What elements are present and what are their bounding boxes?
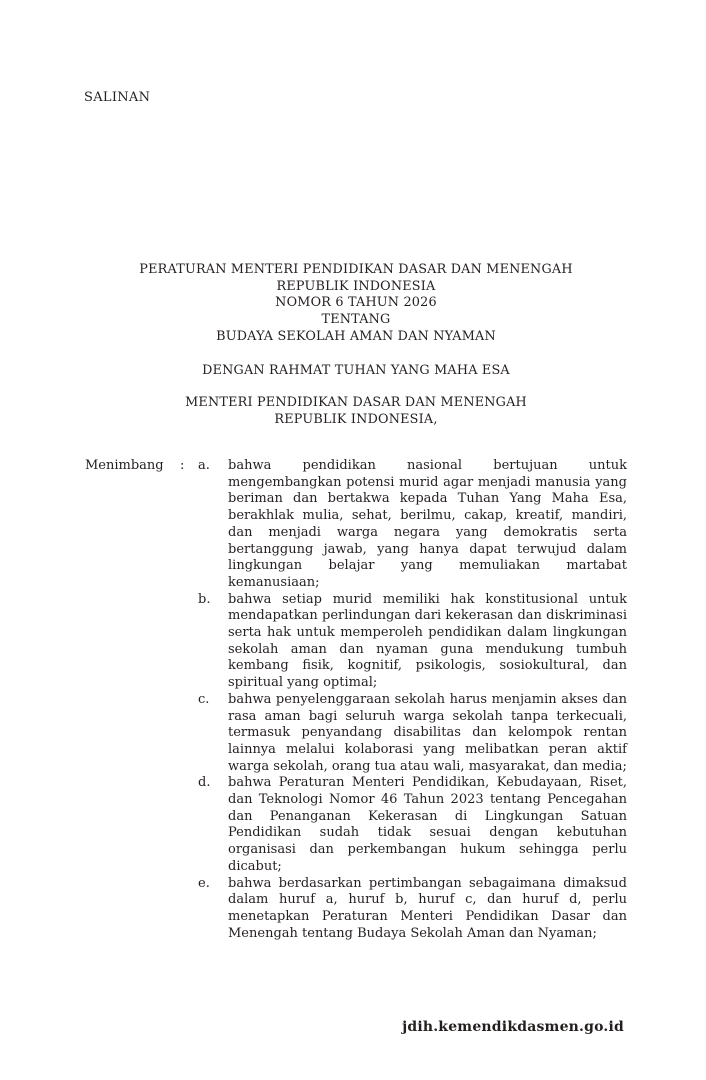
consideration-text: bahwa penyelenggaraan sekolah harus menjamin akses dan rasa aman bagi seluruh warga sekolah tanpa terkecuali, termasuk penyandang disabilitas dan kelompok rentan lainnya melalui kolaborasi yang melibatkan peran aktif warga sekolah, orang tua atau wali, masyarakat, dan media; bbox=[228, 691, 627, 774]
consideration-letter: a. bbox=[198, 458, 210, 473]
regulation-title-line-1: PERATURAN MENTERI PENDIDIKAN DASAR DAN MENENGAH bbox=[139, 262, 573, 277]
considerations-label: Menimbang bbox=[85, 458, 164, 473]
consideration-item-c bbox=[198, 692, 627, 776]
consideration-text: bahwa berdasarkan pertimbangan sebagaimana dimaksud dalam huruf a, huruf b, huruf c, dan huruf d, perlu menetapkan Peraturan Menteri Pendidikan Dasar dan Menengah tentang Budaya Sekolah Aman dan Nyaman; bbox=[228, 875, 627, 941]
consideration-item-e bbox=[198, 876, 627, 943]
consideration-item-d bbox=[198, 775, 627, 875]
considerations-list bbox=[198, 458, 627, 942]
consideration-item-a bbox=[198, 458, 627, 592]
authority-line-2: REPUBLIK INDONESIA, bbox=[274, 411, 438, 427]
consideration-text: bahwa setiap murid memiliki hak konstitusional untuk mendapatkan perlindungan dari kekerasan dan diskriminasi serta hak untuk memperoleh pendidikan dalam lingkungan sekolah aman dan nyaman guna mendukung tumbuh kembang fisik, kognitif, psikologis, sosiokultural, dan spiritual yang optimal; bbox=[228, 591, 627, 691]
document-heading bbox=[85, 262, 627, 429]
invocation-line: DENGAN RAHMAT TUHAN YANG MAHA ESA bbox=[202, 362, 510, 378]
regulation-subject-line: BUDAYA SEKOLAH AMAN DAN NYAMAN bbox=[216, 328, 496, 344]
regulation-about-label: TENTANG bbox=[321, 312, 391, 328]
authority-line-1: MENTERI PENDIDIKAN DASAR DAN MENENGAH bbox=[185, 395, 527, 411]
regulation-number-line: NOMOR 6 TAHUN 2026 bbox=[275, 295, 437, 311]
copy-stamp: SALINAN bbox=[84, 90, 151, 105]
consideration-text: bahwa pendidikan nasional bertujuan untuk mengembangkan potensi murid agar menjadi manusia yang beriman dan bertakwa kepada Tuhan Yang Maha Esa, berakhlak mulia, sehat, berilmu, cakap, kreatif, mandiri, dan menjadi warga negara yang demokratis serta bertanggung jawab, yang hanya dapat terwujud dalam lingkungan belajar yang memuliakan martabat kemanusiaan; bbox=[228, 458, 627, 590]
considerations-colon: : bbox=[180, 458, 185, 473]
footer-site-label: jdih.kemendikdasmen.go.id bbox=[402, 1019, 624, 1035]
authority-block bbox=[85, 395, 627, 428]
consideration-letter: b. bbox=[198, 591, 211, 607]
consideration-item-b bbox=[198, 592, 627, 692]
regulation-title-line-2: REPUBLIK INDONESIA bbox=[276, 278, 436, 294]
consideration-letter: c. bbox=[198, 691, 210, 707]
considerations-section bbox=[85, 458, 627, 942]
consideration-text: bahwa Peraturan Menteri Pendidikan, Kebudayaan, Riset, dan Teknologi Nomor 46 Tahun 2023 tentang Pencegahan dan Penanganan Kekerasan di Lingkungan Satuan Pendidikan sudah tidak sesuai dengan kebutuhan organisasi dan perkembangan hukum sehingga perlu dicabut; bbox=[228, 775, 627, 874]
consideration-letter: d. bbox=[198, 775, 211, 791]
consideration-letter: e. bbox=[198, 875, 210, 891]
